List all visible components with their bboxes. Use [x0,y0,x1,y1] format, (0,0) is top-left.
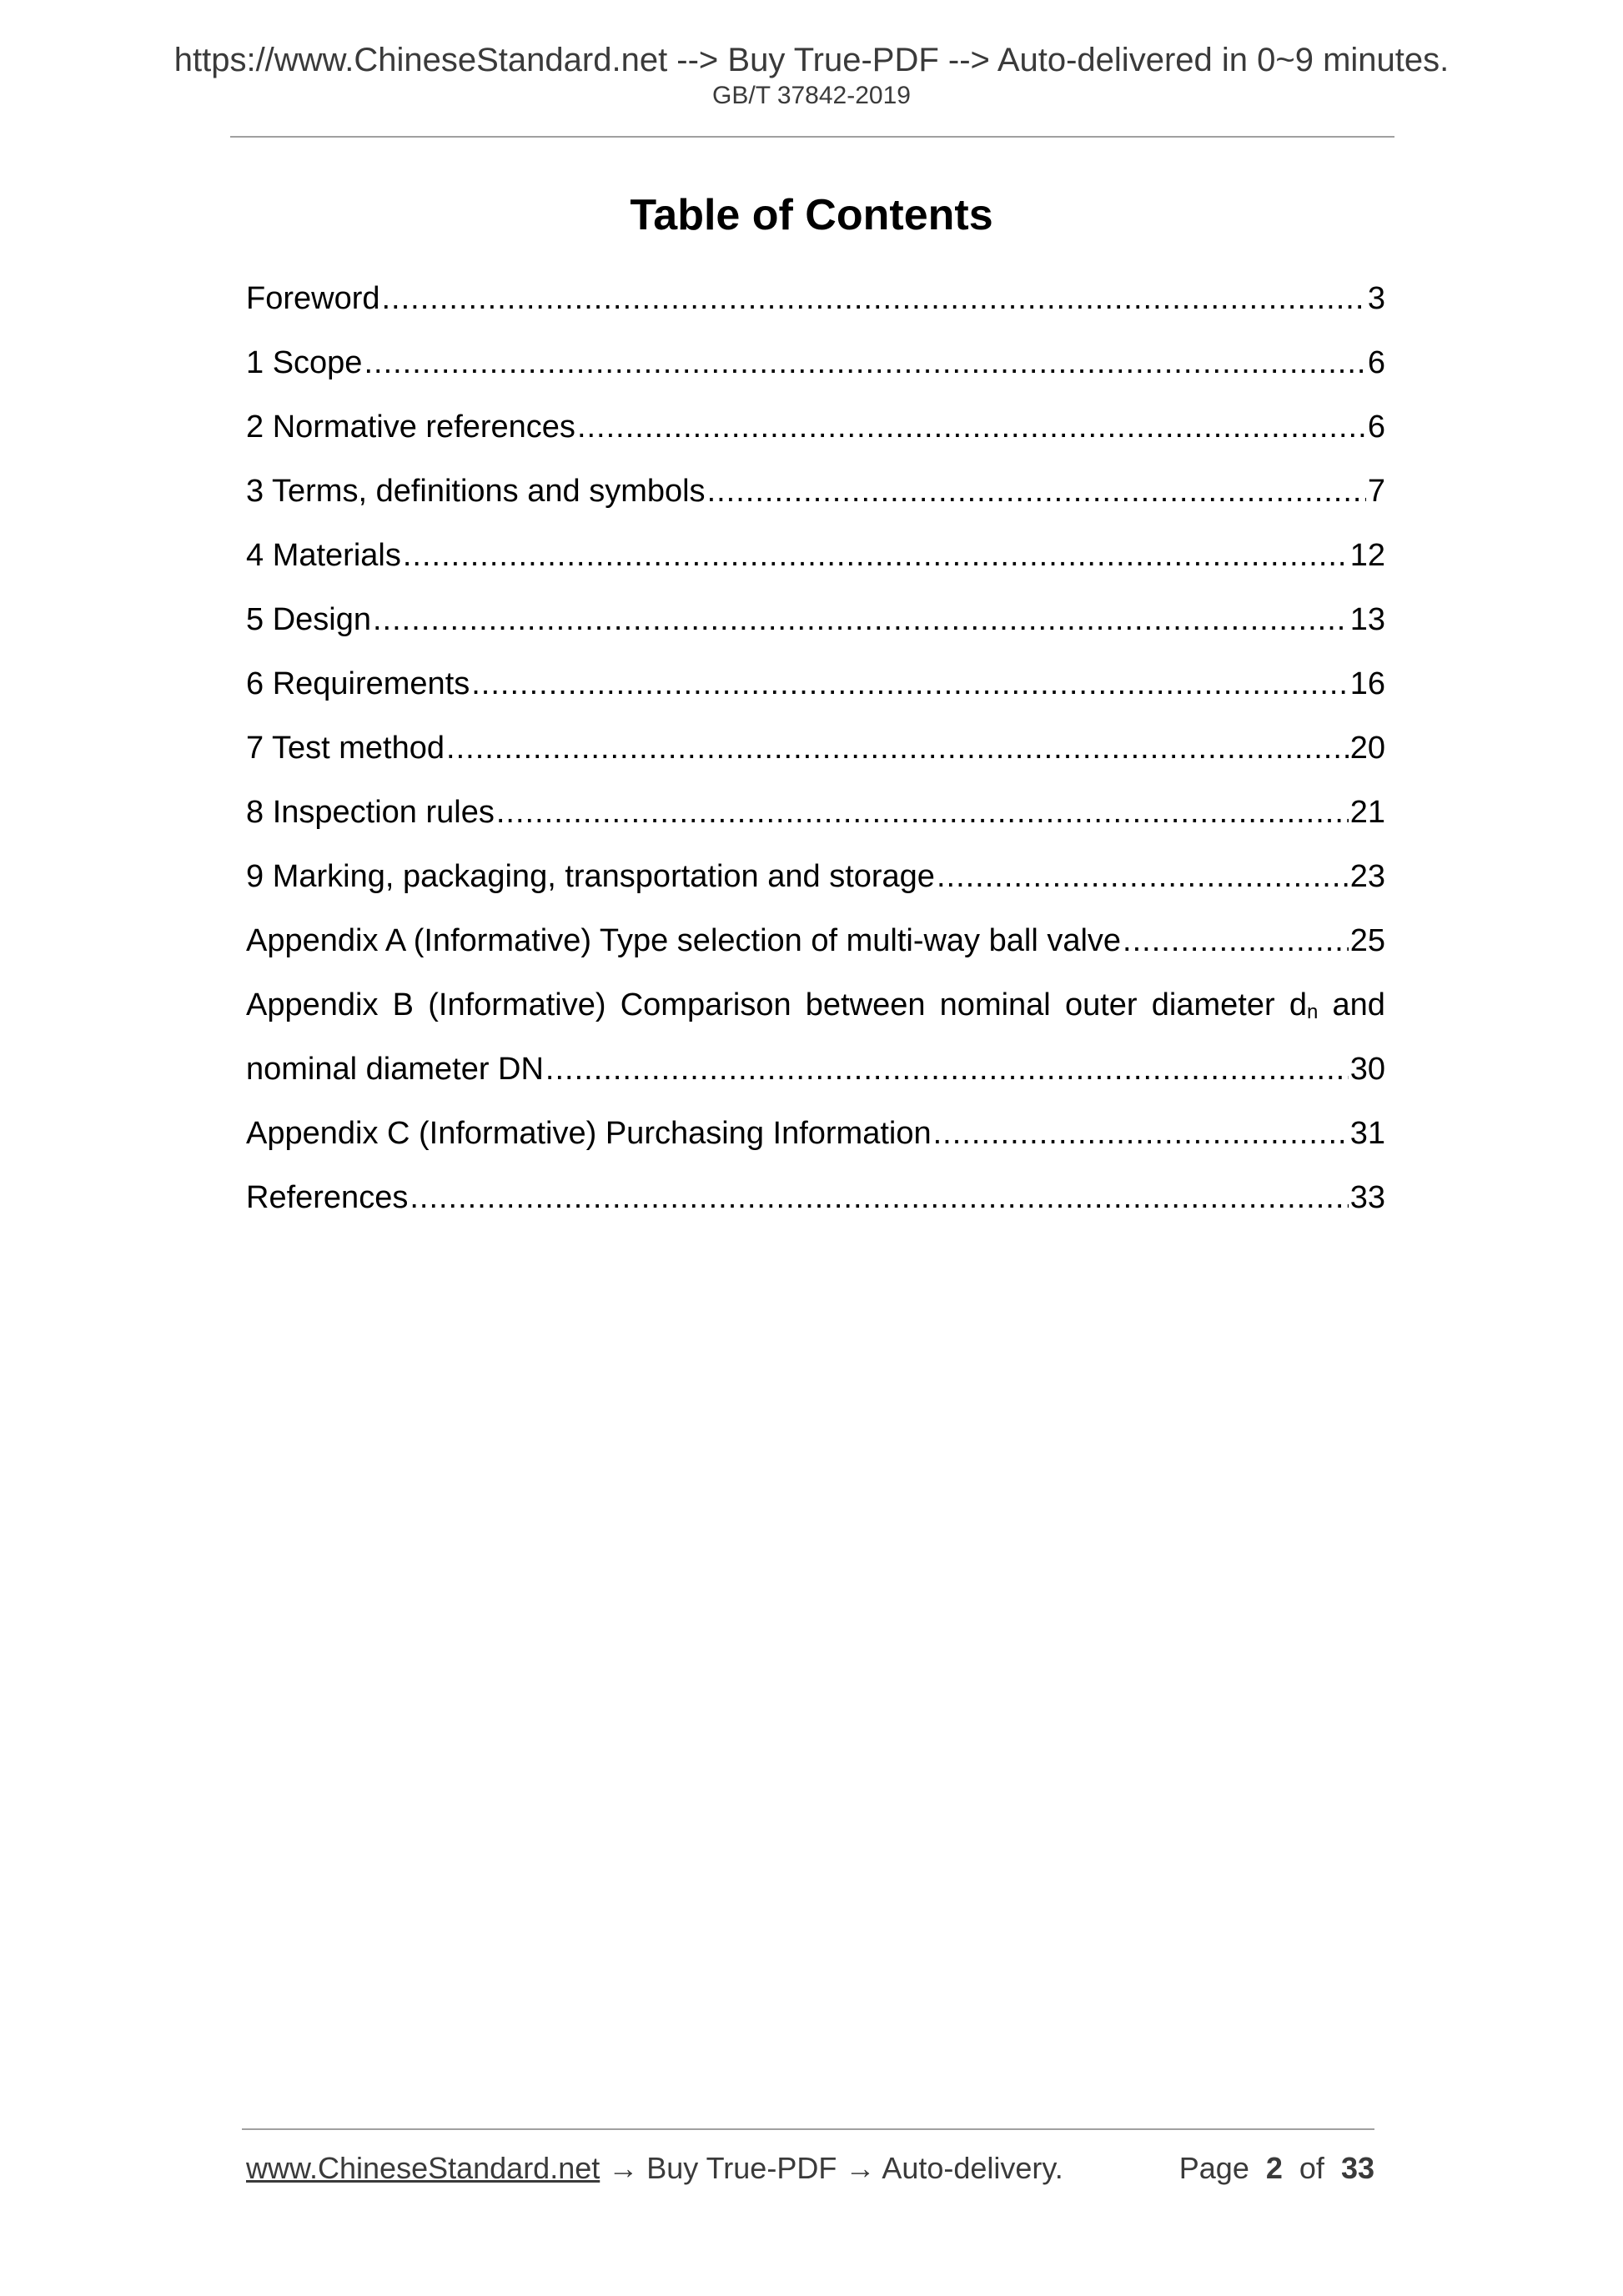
toc-word: outer [1064,987,1138,1022]
toc-entry-page: 21 [1349,795,1385,830]
toc-entry-terms-definitions[interactable] [246,460,1385,524]
toc-word: Comparison [620,987,791,1022]
toc-entry-page: 23 [1349,859,1385,894]
of-word: of [1299,2151,1324,2185]
footer-site-link[interactable]: www.ChineseStandard.net [246,2151,600,2185]
toc-leader-dots [545,1037,1349,1102]
page-word: Page [1178,2151,1249,2185]
toc-entry-label: Appendix A (Informative) Type selection of multi-way ball valve [246,923,1122,958]
toc-entry-references[interactable] [246,1166,1385,1230]
toc-leader-dots [373,588,1349,652]
symbol-base: d [1289,987,1307,1022]
toc-leader-dots [403,524,1349,588]
toc-entry-label: 2 Normative references [246,409,575,445]
toc-leader-dots [707,460,1366,524]
header-divider [230,136,1394,138]
toc-entry-label: 5 Design [246,602,371,637]
footer-tagline: → Buy True-PDF → Auto-delivery. [600,2151,1063,2185]
toc-entry-normative-references[interactable] [246,395,1385,460]
toc-word: Appendix [246,987,379,1022]
toc-entry-label: 8 Inspection rules [246,795,495,830]
toc-entry-label: 6 Requirements [246,666,470,701]
footer-left [246,2153,1063,2183]
toc-leader-dots [577,395,1366,460]
toc-entry-scope[interactable] [246,331,1385,395]
toc-entry-appendix-b-line2[interactable] [246,1037,1385,1102]
toc-entry-appendix-b-line1[interactable] [246,973,1385,1037]
toc-leader-dots [471,652,1348,716]
toc-leader-dots [496,781,1349,845]
toc-entry-page: 31 [1349,1116,1385,1151]
toc-title: Table of Contents [630,191,993,239]
toc-entry-page: 33 [1349,1180,1385,1215]
toc-entry-label: 4 Materials [246,538,401,573]
toc-list [246,267,1385,1230]
toc-word: (Informative) [428,987,606,1022]
toc-word: between [805,987,926,1022]
toc-entry-page: 20 [1349,731,1385,766]
toc-entry-page: 25 [1349,923,1385,958]
toc-leader-dots [1123,909,1349,973]
toc-leader-dots [364,331,1365,395]
page-total: 33 [1340,2151,1374,2185]
toc-entry-label: nominal diameter DN [246,1052,544,1087]
toc-entry-label: Appendix C (Informative) Purchasing Information [246,1116,932,1151]
toc-entry-label: 9 Marking, packaging, transportation and storage [246,859,935,894]
symbol-subscript: n [1306,1001,1319,1023]
toc-entry-label: 7 Test method [246,731,445,766]
toc-entry-page: 16 [1349,666,1385,701]
toc-leader-dots [382,267,1366,331]
toc-entry-page: 13 [1349,602,1385,637]
toc-entry-page: 12 [1349,538,1385,573]
toc-entry-page: 6 [1367,345,1385,380]
toc-leader-dots [410,1166,1348,1230]
page-number [1179,2153,1374,2183]
toc-entry-marking-packaging[interactable] [246,845,1385,909]
toc-entry-label: 1 Scope [246,345,363,380]
toc-entry-label: Foreword [246,281,380,316]
standard-code: GB/T 37842-2019 [712,82,911,109]
footer-divider [242,2128,1374,2130]
toc-entry-page: 3 [1367,281,1385,316]
page-header-url: https://www.ChineseStandard.net --> Buy True-PDF --> Auto-delivered in 0~9 minutes. [173,42,1450,78]
toc-entry-page: 30 [1349,1052,1385,1087]
toc-word: nominal [939,987,1051,1022]
toc-entry-foreword[interactable] [246,267,1385,331]
toc-leader-dots [937,845,1349,909]
toc-leader-dots [933,1102,1349,1166]
toc-entry-test-method[interactable] [246,716,1385,781]
toc-entry-requirements[interactable] [246,652,1385,716]
toc-entry-page: 7 [1367,474,1385,509]
toc-entry-design[interactable] [246,588,1385,652]
toc-word: and [1332,987,1385,1022]
toc-word: diameter [1151,987,1275,1022]
toc-entry-inspection-rules[interactable] [246,781,1385,845]
toc-entry-appendix-c[interactable] [246,1102,1385,1166]
toc-leader-dots [446,716,1349,781]
page-current: 2 [1265,2151,1283,2185]
toc-entry-page: 6 [1367,409,1385,445]
toc-entry-materials[interactable] [246,524,1385,588]
toc-entry-label: 3 Terms, definitions and symbols [246,474,706,509]
toc-symbol-dn [1289,973,1319,1037]
toc-word: B [392,987,415,1022]
toc-entry-appendix-a[interactable] [246,909,1385,973]
toc-entry-label: References [246,1180,409,1215]
